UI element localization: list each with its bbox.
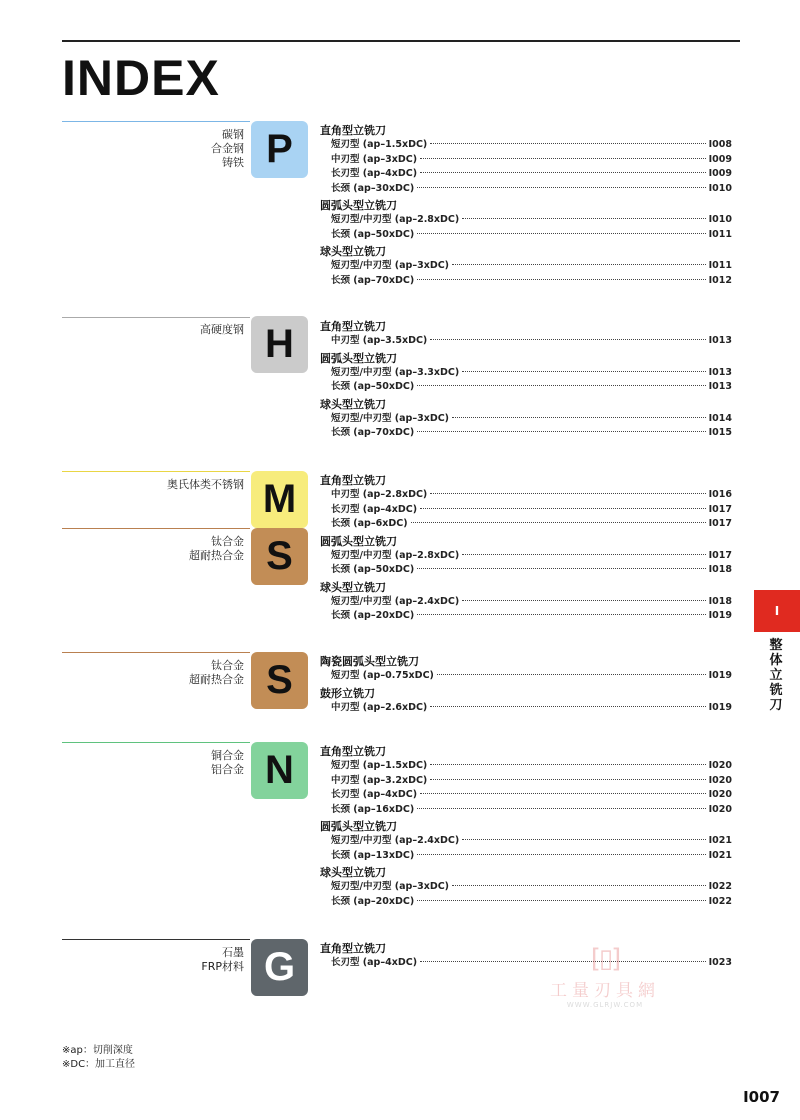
entry-label: 长颈 (ap–16xDC) [331,803,415,815]
section-rule [62,121,250,122]
category-heading: 鼓形立铣刀 [320,686,375,700]
entry-label: 长颈 (ap–20xDC) [331,610,415,621]
leader-dots [462,371,705,372]
entry-label: 短刃型/中刃型 (ap–2.4xDC) [331,835,460,846]
material-label: 超耐热合金 [189,549,244,562]
index-entry[interactable] [320,595,732,610]
side-char: 铣 [769,683,783,698]
entry-label: 短刃型/中刃型 (ap–2.4xDC) [331,595,460,607]
entry-label: 长颈 (ap–13xDC) [331,849,415,861]
category-heading: 圆弧头型立铣刀 [320,534,397,548]
leader-dots [417,568,705,569]
entry-label: 长颈 (ap–70xDC) [331,427,415,438]
footnotes [62,1044,135,1072]
category-heading: 圆弧头型立铣刀 [320,351,397,365]
entry-label: 长刃型 (ap–4xDC) [331,168,418,179]
entry-page-link[interactable]: I019 [708,670,732,681]
material-list [189,659,244,687]
leader-dots [420,158,706,159]
index-entry[interactable] [320,366,732,381]
entry-page-link[interactable]: I020 [708,789,732,800]
entry-label: 短刃型/中刃型 (ap–2.8xDC) [331,214,460,225]
entry-page-link[interactable]: I020 [708,760,732,771]
entry-label: 短刃型 (ap–1.5xDC) [331,760,428,771]
material-list [211,128,244,170]
entry-page-link[interactable]: I011 [708,228,732,240]
material-label: 铸铁 [222,156,244,169]
index-entry[interactable] [320,701,732,716]
entry-label: 短刃型/中刃型 (ap–2.8xDC) [331,549,460,561]
index-entry[interactable] [320,759,732,774]
category-heading: 陶瓷圆弧头型立铣刀 [320,655,419,668]
index-entry[interactable] [320,228,732,243]
entry-label: 中刃型 (ap–2.8xDC) [331,489,428,500]
index-entry[interactable] [320,426,732,441]
entry-page-link[interactable]: I016 [708,489,732,500]
leader-dots [462,600,705,601]
leader-dots [417,808,705,809]
leader-dots [420,172,706,173]
entry-label: 短刃型/中刃型 (ap–3xDC) [331,260,450,271]
index-entry[interactable] [320,412,732,427]
entry-label: 长刃型 (ap–4xDC) [331,957,418,968]
leader-dots [452,885,706,886]
section-rule [62,742,250,743]
entry-page-link[interactable]: I023 [708,957,732,968]
section-rule [62,652,250,653]
entry-page-link[interactable]: I021 [708,835,732,846]
entry-label: 长颈 (ap–20xDC) [331,895,415,907]
entry-page-link[interactable]: I022 [708,895,732,907]
tool-index [320,471,732,624]
index-entry[interactable] [320,517,732,532]
leader-dots [417,385,705,386]
page-number: I007 [743,1088,780,1106]
category-heading: 直角型立铣刀 [320,474,386,487]
watermark-logo-icon: [▯] [590,944,620,974]
entry-label: 中刃型 (ap–3xDC) [331,153,418,165]
entry-label: 长刃型 (ap–4xDC) [331,503,418,515]
section-rule [62,528,250,529]
index-entry[interactable] [320,259,732,274]
entry-label: 短刃型 (ap–0.75xDC) [331,670,434,681]
entry-label: 中刃型 (ap–3.5xDC) [331,335,428,346]
entry-page-link[interactable]: I013 [708,381,732,392]
index-entry[interactable] [320,774,732,789]
category-heading: 圆弧头型立铣刀 [320,820,397,833]
index-entry[interactable] [320,849,732,864]
entry-label: 长刃型 (ap–4xDC) [331,789,418,800]
leader-dots [417,614,705,615]
entry-label: 长颈 (ap–50xDC) [331,228,415,240]
index-entry[interactable] [320,138,732,153]
category-heading: 直角型立铣刀 [320,320,386,333]
entry-label: 长颈 (ap–50xDC) [331,381,415,392]
section-rule [62,317,250,318]
footnote-dc: ※DC：加工直径 [62,1059,136,1070]
entry-page-link[interactable]: I012 [708,274,732,286]
material-tile-p[interactable]: P [251,121,308,178]
entry-page-link[interactable]: I019 [708,701,732,713]
material-label: 奥氏体类不锈钢 [167,478,244,491]
side-tab[interactable] [754,590,800,632]
leader-dots [430,779,705,780]
material-label: 超耐热合金 [189,673,244,686]
leader-dots [430,706,705,707]
index-entry[interactable] [320,609,732,624]
index-entry[interactable] [320,153,732,168]
material-label: 铝合金 [211,763,244,776]
leader-dots [417,854,705,855]
leader-dots [452,264,706,265]
side-char: 刀 [769,698,783,713]
entry-page-link[interactable]: I013 [708,366,732,378]
entry-label: 短刃型 (ap–1.5xDC) [331,139,428,150]
category-heading: 圆弧头型立铣刀 [320,199,397,212]
entry-page-link[interactable]: I009 [708,168,732,179]
leader-dots [462,218,705,219]
entry-label: 短刃型/中刃型 (ap–3xDC) [331,881,450,892]
material-label: 铜合金 [211,749,244,762]
leader-dots [437,674,706,675]
entry-page-link[interactable]: I010 [708,182,732,194]
index-entry[interactable] [320,803,732,818]
material-label: 钛合金 [211,659,244,672]
entry-page-link[interactable]: I020 [708,774,732,786]
category-heading: 直角型立铣刀 [320,124,386,137]
entry-label: 短刃型/中刃型 (ap–3.3xDC) [331,366,460,378]
index-entry[interactable] [320,488,732,503]
index-entry[interactable] [320,880,732,895]
index-entry[interactable] [320,380,732,395]
entry-label: 长颈 (ap–70xDC) [331,274,415,286]
material-tile-g[interactable]: G [251,939,308,996]
material-label: 合金钢 [211,142,244,155]
material-label: 碳钢 [222,128,244,141]
category-heading: 直角型立铣刀 [320,942,386,955]
entry-label: 长颈 (ap–50xDC) [331,564,415,575]
index-entry[interactable] [320,503,732,518]
entry-page-link[interactable]: I017 [708,549,732,561]
leader-dots [462,839,705,840]
entry-page-link[interactable]: I013 [708,335,732,346]
side-tab-label: I [774,604,780,618]
leader-dots [420,793,706,794]
index-entry[interactable] [320,895,732,910]
entry-page-link[interactable]: I018 [708,564,732,575]
index-entry[interactable] [320,274,732,289]
watermark-name: 工量刃具網 [550,981,660,1001]
entry-page-link[interactable]: I018 [708,595,732,607]
entry-page-link[interactable]: I011 [708,260,732,271]
leader-dots [430,764,705,765]
watermark [530,944,680,1009]
entry-page-link[interactable]: I019 [708,610,732,621]
entry-page-link[interactable]: I009 [708,153,732,165]
page-title: INDEX [62,50,220,106]
side-tab-text [765,638,787,713]
index-entry[interactable] [320,213,732,228]
tool-index [320,317,732,441]
leader-dots [411,522,706,523]
material-label: FRP材料 [201,960,244,973]
material-list [189,535,244,563]
tool-index [320,742,732,909]
section-rule [62,471,250,472]
entry-page-link[interactable]: I008 [708,139,732,150]
leader-dots [417,279,705,280]
material-label: 石墨 [222,946,244,959]
material-label: 高硬度钢 [200,323,244,336]
leader-dots [417,431,705,432]
side-char: 立 [769,668,783,683]
entry-page-link[interactable]: I014 [708,412,732,424]
entry-page-link[interactable]: I022 [708,881,732,892]
section-rule [62,939,250,940]
leader-dots [417,233,705,234]
index-entry[interactable] [320,563,732,578]
leader-dots [420,508,706,509]
leader-dots [430,339,705,340]
tool-index [320,121,732,288]
entry-label: 短刃型/中刃型 (ap–3xDC) [331,412,450,424]
leader-dots [430,493,705,494]
leader-dots [452,417,706,418]
material-tile-h[interactable]: H [251,316,308,373]
index-entry[interactable] [320,334,732,349]
category-heading: 球头型立铣刀 [320,245,386,258]
material-tile-m[interactable]: M [251,471,308,528]
category-heading: 球头型立铣刀 [320,397,386,411]
leader-dots [417,187,705,188]
entry-label: 长颈 (ap–30xDC) [331,182,415,194]
material-list [201,946,244,974]
material-tile-s[interactable]: S [251,652,308,709]
index-entry[interactable] [320,549,732,564]
top-rule [62,40,740,42]
watermark-url: WWW.GLRJW.COM [566,1001,644,1009]
material-list [167,478,244,492]
entry-label: 中刃型 (ap–3.2xDC) [331,774,428,786]
entry-page-link[interactable]: I017 [708,503,732,515]
category-heading: 球头型立铣刀 [320,866,386,879]
index-entry[interactable] [320,182,732,197]
footnote-ap: ※ap：切削深度 [62,1045,133,1056]
entry-page-link[interactable]: I017 [708,518,732,529]
category-heading: 直角型立铣刀 [320,745,386,758]
index-entry[interactable] [320,834,732,849]
index-entry[interactable] [320,669,732,684]
material-list [200,323,244,337]
index-entry[interactable] [320,167,732,182]
entry-label: 中刃型 (ap–2.6xDC) [331,701,428,713]
entry-page-link[interactable]: I020 [708,803,732,815]
material-tile-n[interactable]: N [251,742,308,799]
material-label: 钛合金 [211,535,244,548]
category-heading: 球头型立铣刀 [320,580,386,594]
leader-dots [462,554,705,555]
material-tile-s[interactable]: S [251,528,308,585]
tool-index [320,652,732,715]
leader-dots [417,900,705,901]
side-char: 整 [769,638,783,653]
entry-page-link[interactable]: I021 [708,849,732,861]
entry-label: 长颈 (ap–6xDC) [331,518,408,529]
leader-dots [430,143,705,144]
side-char: 体 [769,653,783,668]
index-entry[interactable] [320,788,732,803]
material-list [211,749,244,777]
entry-page-link[interactable]: I015 [708,427,732,438]
entry-page-link[interactable]: I010 [708,214,732,225]
